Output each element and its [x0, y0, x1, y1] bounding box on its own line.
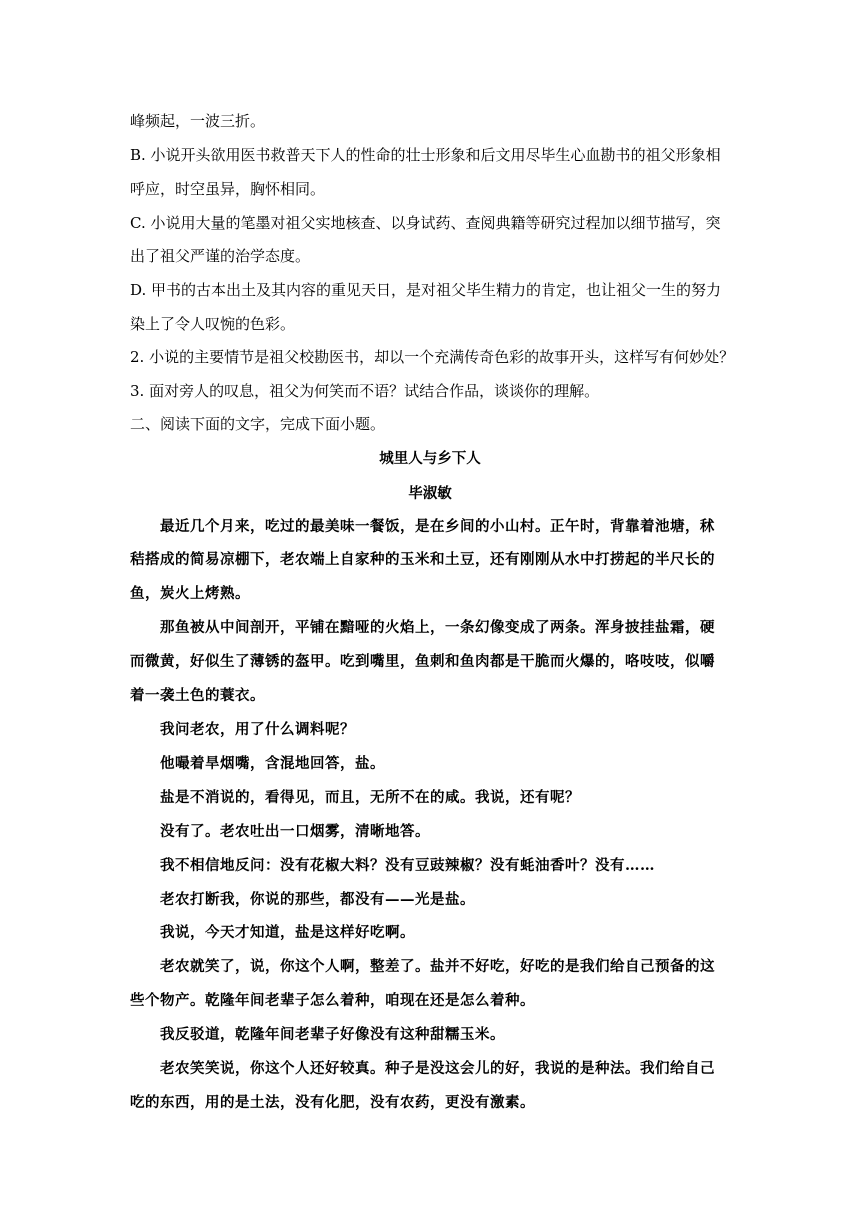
option-d-line-2: 染上了令人叹惋的色彩。 — [130, 315, 296, 333]
option-a-continuation: 峰频起，一波三折。 — [130, 112, 266, 130]
paragraph-1-line-1: 最近几个月来，吃过的最美味一餐饭，是在乡间的小山村。正午时，背靠着池塘，秫 — [160, 518, 715, 535]
option-c-line-2: 出了祖父严谨的治学态度。 — [130, 247, 311, 265]
paragraph-10-line-1: 老农就笑了，说，你这个人啊，整差了。盐并不好吃，好吃的是我们给自己预备的这 — [160, 958, 715, 975]
paragraph-10-line-2: 些个物产。乾隆年间老辈子怎么着种，咱现在还是怎么着种。 — [130, 992, 535, 1009]
paragraph-1-line-3: 鱼，炭火上烤熟。 — [130, 585, 250, 602]
paragraph-3: 我问老农，用了什么调料呢？ — [160, 721, 355, 738]
paragraph-6: 没有了。老农吐出一口烟雾，清晰地答。 — [160, 823, 430, 840]
paragraph-12-line-1: 老农笑笑说，你这个人还好较真。种子是没这会儿的好，我说的是种法。我们给自己 — [160, 1060, 715, 1077]
article-title: 城里人与乡下人 — [379, 450, 481, 467]
question-3: 3. 面对旁人的叹息，祖父为何笑而不语？试结合作品，谈谈你的理解。 — [130, 382, 600, 400]
section-2-heading: 二、阅读下面的文字，完成下面小题。 — [130, 415, 386, 433]
paragraph-2-line-3: 着一袭土色的蓑衣。 — [130, 687, 265, 704]
paragraph-12-line-2: 吃的东西，用的是土法，没有化肥，没有农药，更没有激素。 — [130, 1094, 535, 1111]
paragraph-5: 盐是不消说的，看得见，而且，无所不在的咸。我说，还有呢？ — [160, 789, 580, 806]
option-d-line-1: D. 甲书的古本出土及其内容的重见天日，是对祖父毕生精力的肯定，也让祖父一生的努力 — [130, 281, 722, 299]
paragraph-4: 他嘬着旱烟嘴，含混地回答，盐。 — [160, 755, 385, 772]
option-c-line-1: C. 小说用大量的笔墨对祖父实地核查、以身试药、查阅典籍等研究过程加以细节描写，突 — [130, 214, 721, 232]
paragraph-2-line-1: 那鱼被从中间剖开，平铺在黯哑的火焰上，一条幻像变成了两条。浑身披挂盐霜，硬 — [160, 619, 715, 636]
paragraph-11: 我反驳道，乾隆年间老辈子好像没有这种甜糯玉米。 — [160, 1026, 505, 1043]
paragraph-8: 老农打断我，你说的那些，都没有——光是盐。 — [160, 891, 475, 908]
article-author: 毕淑敏 — [408, 485, 452, 502]
paragraph-9: 我说，今天才知道，盐是这样好吃啊。 — [160, 924, 415, 941]
option-b-line-1: B. 小说开头欲用医书救普天下人的性命的壮士形象和后文用尽毕生心血勘书的祖父形象相 — [130, 146, 721, 164]
option-b-line-2: 呼应，时空虽异，胸怀相同。 — [130, 180, 326, 198]
paragraph-7: 我不相信地反问：没有花椒大料？没有豆豉辣椒？没有蚝油香叶？没有…… — [160, 857, 655, 874]
paragraph-2-line-2: 而微黄，好似生了薄锈的盔甲。吃到嘴里，鱼刺和鱼肉都是干脆而火爆的，咯吱吱，似嚼 — [130, 653, 715, 670]
question-2: 2. 小说的主要情节是祖父校勘医书，却以一个充满传奇色彩的故事开头，这样写有何妙处？ — [130, 348, 735, 366]
paragraph-1-line-2: 秸搭成的简易凉棚下，老农端上自家种的玉米和土豆，还有刚刚从水中打捞起的半尺长的 — [130, 551, 715, 568]
